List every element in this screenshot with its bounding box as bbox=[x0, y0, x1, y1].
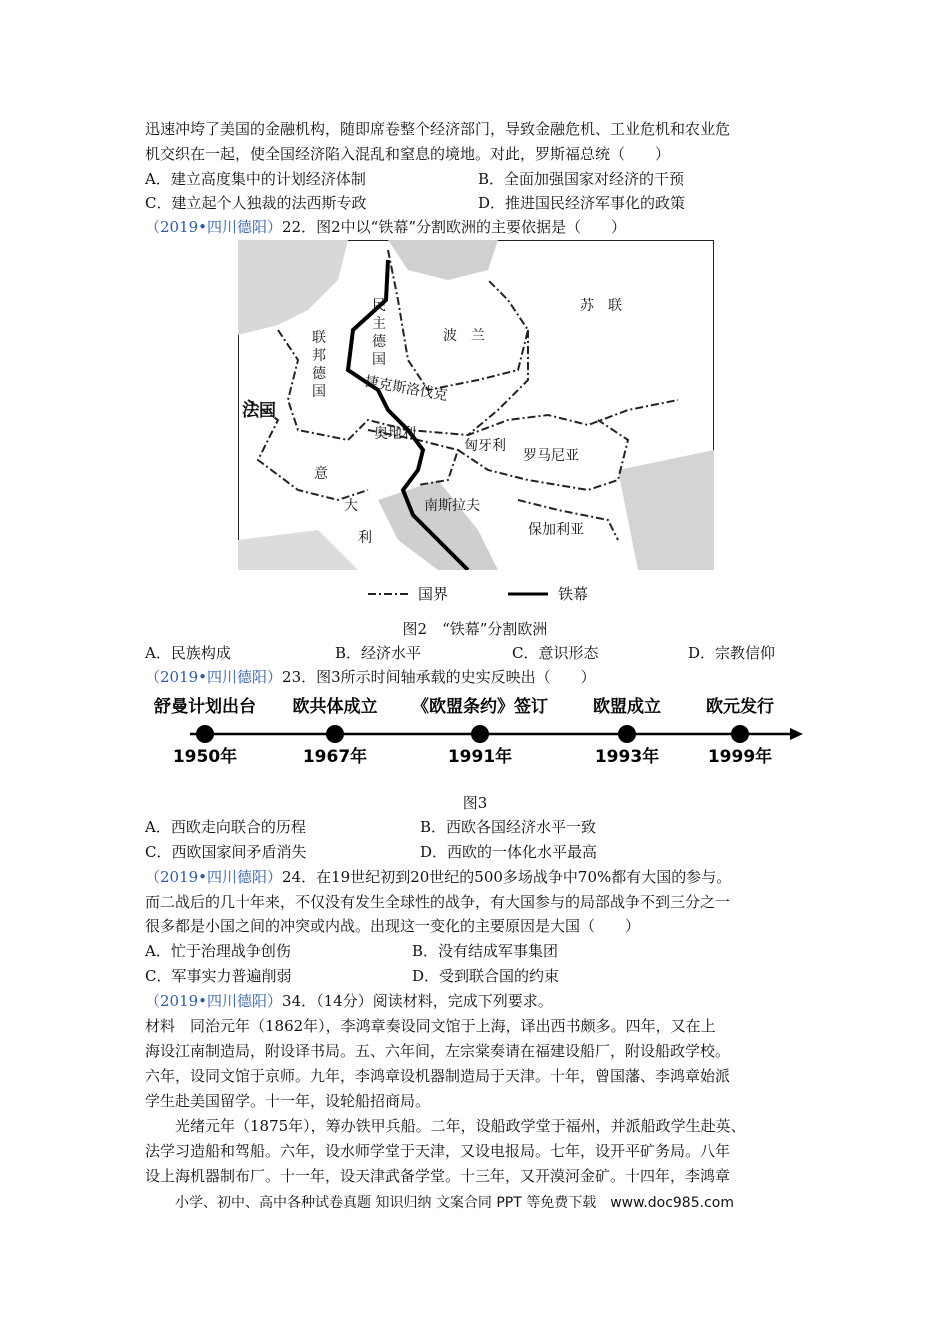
q34-material-line1: 材料 同治元年（1862年），李鸿章奏设同文馆于上海，译出西书颇多。四年，又在上 bbox=[145, 1017, 716, 1035]
figure3-caption: 图3 bbox=[462, 794, 488, 812]
label-frg-char: 联 bbox=[312, 330, 326, 346]
q24-stem-line3: 很多都是小国之间的冲突或内战。出现这一变化的主要原因是大国（ ） bbox=[145, 917, 641, 935]
label-italy-2: 大 bbox=[344, 498, 358, 514]
timeline-event-label: 《欧盟条约》签订 bbox=[412, 697, 548, 717]
q21-stem-line2: 机交织在一起，使全国经济陷入混乱和窒息的境地。对此，罗斯福总统（ ） bbox=[145, 145, 671, 163]
q21-option-a: A．建立高度集中的计划经济体制 bbox=[145, 170, 366, 188]
label-ussr: 苏 联 bbox=[580, 298, 622, 314]
q22-source: （2019•四川德阳） bbox=[145, 218, 283, 236]
q23-option-a: A．西欧走向联合的历程 bbox=[145, 818, 306, 836]
label-gdr-char: 德 bbox=[372, 334, 386, 350]
legend-box bbox=[238, 570, 714, 606]
timeline-arrow bbox=[790, 728, 803, 740]
q24-option-c: C．军事实力普遍削弱 bbox=[145, 967, 292, 985]
q21-option-c: C．建立起个人独裁的法西斯专政 bbox=[145, 194, 367, 212]
timeline-node bbox=[618, 725, 636, 743]
label-france: 法国 bbox=[242, 401, 276, 421]
q23-option-c: C．西欧国家间矛盾消失 bbox=[145, 843, 307, 861]
label-italy-3: 利 bbox=[358, 530, 372, 546]
timeline-year-label: 1950年 bbox=[172, 747, 238, 767]
iron-curtain-map bbox=[238, 240, 714, 606]
q23-stem-text: 23．图3所示时间轴承载的史实反映出（ ） bbox=[282, 668, 596, 686]
eu-timeline bbox=[145, 688, 805, 778]
timeline-node bbox=[196, 725, 214, 743]
q34-material-line3: 六年，设同文馆于京师。九年，李鸿章设机器制造局于天津。十年，曾国藩、李鸿章始派 bbox=[145, 1067, 731, 1085]
timeline-node bbox=[731, 725, 749, 743]
q22-option-a: A．民族构成 bbox=[145, 644, 231, 662]
map-svg bbox=[238, 240, 714, 606]
label-frg-char: 国 bbox=[312, 384, 326, 400]
q24-stem-line2: 而二战后的几十年来，不仅没有发生全球性的战争，有大国参与的局部战争不到三分之一 bbox=[145, 893, 731, 911]
label-italy-1: 意 bbox=[314, 466, 328, 482]
timeline-event-label: 欧元发行 bbox=[706, 697, 774, 717]
q23-stem bbox=[145, 666, 596, 688]
q24-option-b: B．没有结成军事集团 bbox=[412, 942, 559, 960]
label-yugoslavia: 南斯拉夫 bbox=[424, 498, 480, 514]
timeline-event-label: 欧盟成立 bbox=[593, 697, 661, 717]
q22-stem-text: 22．图2中以“铁幕”分割欧洲的主要依据是（ ） bbox=[282, 218, 627, 236]
timeline-svg bbox=[145, 688, 805, 778]
figure2-caption: 图2 “铁幕”分割欧洲 bbox=[402, 620, 548, 638]
q34-stem bbox=[145, 990, 553, 1012]
timeline-year-label: 1993年 bbox=[594, 747, 660, 767]
timeline-year-label: 1999年 bbox=[707, 747, 773, 767]
label-bulgaria: 保加利亚 bbox=[528, 522, 584, 538]
timeline-node bbox=[326, 725, 344, 743]
legend-curtain-label: 铁幕 bbox=[558, 585, 589, 603]
timeline-year-label: 1991年 bbox=[447, 747, 513, 767]
q34-source: （2019•四川德阳） bbox=[145, 992, 283, 1010]
q22-option-c: C．意识形态 bbox=[512, 644, 599, 662]
q24-option-d: D．受到联合国的约束 bbox=[412, 967, 560, 985]
label-gdr-char: 民 bbox=[372, 298, 386, 314]
q34-material-line5: 光绪元年（1875年），筹办铁甲兵船。二年，设船政学堂于福州，并派船政学生赴英、 bbox=[145, 1117, 746, 1135]
page-footer: 小学、初中、高中各种试卷真题 知识归纳 文案合同 PPT 等免费下载 www.doc985.com bbox=[175, 1195, 734, 1211]
label-austria: 奥地利 bbox=[374, 426, 416, 442]
legend-border-label: 国界 bbox=[418, 585, 449, 603]
timeline-node bbox=[471, 725, 489, 743]
label-frg-char: 德 bbox=[312, 366, 326, 382]
q23-option-d: D．西欧的一体化水平最高 bbox=[420, 843, 598, 861]
q34-material-line4: 学生赴美国留学。十一年，设轮船招商局。 bbox=[145, 1092, 431, 1110]
q34-material-line2: 海设江南制造局，附设译书局。五、六年间，左宗棠奏请在福建设船厂，附设船政学校。 bbox=[145, 1042, 731, 1060]
label-poland: 波 兰 bbox=[443, 328, 485, 344]
q24-option-a: A．忙于治理战争创伤 bbox=[145, 942, 291, 960]
label-hungary: 匈牙利 bbox=[464, 438, 506, 454]
timeline-event-label: 欧共体成立 bbox=[292, 697, 378, 717]
q24-stem-text: 24．在19世纪初到20世纪的500多场战争中70%都有大国的参与。 bbox=[282, 868, 732, 886]
timeline-event-label: 舒曼计划出台 bbox=[154, 697, 256, 717]
q22-stem bbox=[145, 216, 626, 238]
q34-stem-text: 34．（14分）阅读材料，完成下列要求。 bbox=[282, 992, 553, 1010]
label-frg-char: 邦 bbox=[312, 348, 326, 364]
timeline-year-label: 1967年 bbox=[302, 747, 368, 767]
q23-source: （2019•四川德阳） bbox=[145, 668, 283, 686]
label-czechoslovakia: 捷克斯洛伐克 bbox=[363, 373, 449, 405]
q21-option-d: D．推进国民经济军事化的政策 bbox=[478, 194, 686, 212]
label-romania: 罗马尼亚 bbox=[523, 448, 579, 464]
label-gdr-char: 国 bbox=[372, 352, 386, 368]
q23-option-b: B．西欧各国经济水平一致 bbox=[420, 818, 597, 836]
q24-stem-line1 bbox=[145, 866, 731, 888]
q34-material-line7: 设上海机器制布厂。十一年，设天津武备学堂。十三年，又开漠河金矿。十四年，李鸿章 bbox=[145, 1167, 731, 1185]
label-gdr-char: 主 bbox=[372, 316, 386, 332]
q24-source: （2019•四川德阳） bbox=[145, 868, 283, 886]
q34-material-line6: 法学习造船和驾船。六年，设水师学堂于天津，又设电报局。七年，设开平矿务局。八年 bbox=[145, 1142, 731, 1160]
q22-option-b: B．经济水平 bbox=[335, 644, 422, 662]
q22-option-d: D．宗教信仰 bbox=[688, 644, 776, 662]
q21-option-b: B．全面加强国家对经济的干预 bbox=[478, 170, 685, 188]
q21-stem-line1: 迅速冲垮了美国的金融机构，随即席卷整个经济部门，导致金融危机、工业危机和农业危 bbox=[145, 120, 731, 138]
